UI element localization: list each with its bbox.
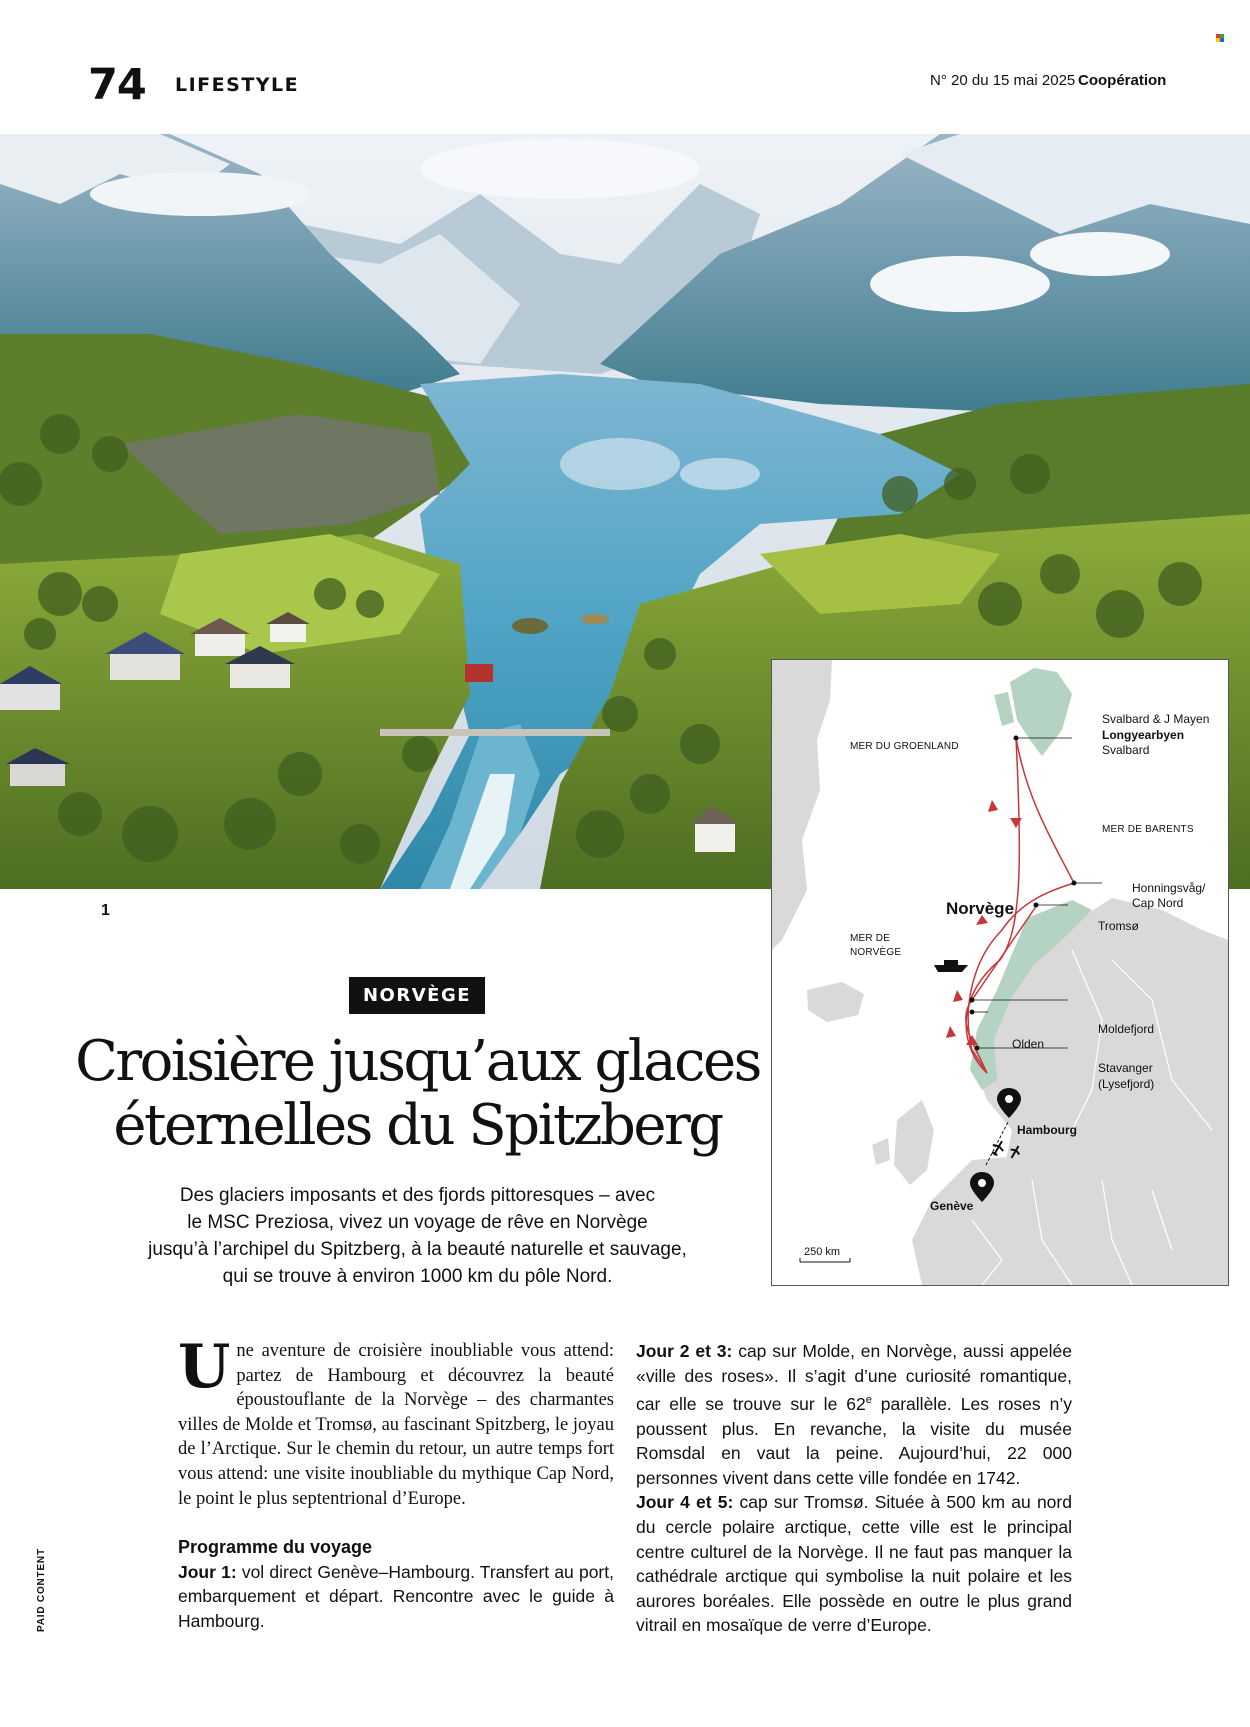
svalbard-land (1010, 668, 1072, 756)
article-tag: NORVÈGE (349, 977, 485, 1014)
scale-label: 250 km (804, 1246, 841, 1258)
lead-line-4: qui se trouve à environ 1000 km du pôle Nord. (222, 1266, 613, 1287)
day45-text: cap sur Tromsø. Située à 500 km au nord du cercle polaire arctique, cette ville est le principal centre culturel de la Norvège. Il ne faut pas manquer la cathédrale arctique qui symbolise la nuit polaire et les aurores boréales. Elle possède en outre le plus grand vitrail en mosaïque de verre d’Europe. (636, 1492, 1072, 1636)
article-column-left (178, 1332, 614, 1634)
place-tromso: Tromsø (1098, 919, 1139, 933)
sea-barents-label: MER DE BARENTS (1102, 824, 1194, 835)
intro-paragraph (178, 1332, 614, 1511)
headline-line-2: éternelles du Spitzberg (113, 1093, 722, 1158)
route-map-graphic (772, 660, 1228, 1285)
sea-norvege-label-2: NORVÈGE (850, 947, 902, 958)
headline-line-1: Croisière jusqu’aux glaces (75, 1029, 760, 1094)
greenland-land (772, 660, 832, 950)
article-headline (40, 1030, 795, 1158)
day1-label: Jour 1: (178, 1561, 237, 1582)
day23-label: Jour 2 et 3: (636, 1341, 733, 1361)
place-svalbard: Svalbard (1102, 743, 1150, 757)
place-stavanger-2: (Lysefjord) (1098, 1077, 1155, 1091)
svalbard-west-island (994, 692, 1014, 726)
country-norvege-label: Norvège (946, 899, 1015, 918)
article-column-right (636, 1339, 1072, 1638)
day23-sup: e (865, 1394, 872, 1407)
photo-number: 1 (101, 902, 110, 919)
place-moldefjord: Moldefjord (1098, 1022, 1155, 1036)
uk-land (894, 1100, 934, 1185)
drop-cap: U (178, 1332, 231, 1402)
lead-line-1: Des glaciers imposants et des fjords pittoresques – avec (179, 1185, 656, 1206)
day1-paragraph (178, 1560, 614, 1634)
corner-color-mark (1216, 34, 1224, 42)
lead-line-3: jusqu’à l’archipel du Spitzberg, à la beauté naturelle et sauvage, (148, 1239, 687, 1260)
program-title: Programme du voyage (178, 1537, 373, 1558)
place-olden: Olden (1012, 1037, 1045, 1051)
page-number: 74 (88, 60, 146, 110)
place-geneve: Genève (930, 1199, 974, 1213)
iceland-land (807, 982, 864, 1022)
place-stavanger-1: Stavanger (1098, 1061, 1153, 1075)
issue-info: N° 20 du 15 mai 2025 (930, 72, 1076, 89)
place-honningsvag-2: Cap Nord (1132, 896, 1184, 910)
sea-norvege-label-1: MER DE (850, 933, 891, 944)
intro-text: ne aventure de croisière inoubliable vous attend: partez de Hambourg et découvrez la beauté époustouflante de la Norvège – des charmantes villes de Molde et Tromsø, au fascinant Spitzberg, le joyau de l’Arctique. Sur le chemin du retour, un autre temps fort vous attend: une visite inoubliable du mythique Cap Nord, le point le plus septentrional d’Europe. (178, 1341, 614, 1509)
day23-paragraph (636, 1339, 1072, 1490)
sea-groenland-label: MER DU GROENLAND (850, 741, 959, 752)
place-longyearbyen: Longyearbyen (1102, 728, 1185, 742)
article-lead (110, 1182, 725, 1290)
ireland-land (872, 1138, 890, 1165)
paid-content-label: PAID CONTENT (36, 1548, 47, 1632)
section-name: LIFESTYLE (175, 74, 300, 96)
day1-text: vol direct Genève–Hambourg. Transfert au port, embarquement et départ. Rencontre avec le guide à Hambourg. (178, 1561, 614, 1631)
place-honningsvag-1: Honningsvåg/ (1132, 881, 1206, 895)
day45-label: Jour 4 et 5: (636, 1492, 734, 1513)
place-hambourg: Hambourg (1017, 1123, 1077, 1137)
day23-text-b: parallèle. Les roses n’y poussent plus. En revanche, la visite du musée Romsdal en vaut la peine. Aujourd’hui, 22 000 personnes vivent dans cette ville fondée en 1742. (636, 1394, 1072, 1488)
ship-icon (934, 960, 968, 972)
place-svalbard-jmayen: Svalbard & J Mayen (1102, 712, 1210, 726)
magazine-brand: Coopération (1078, 72, 1167, 89)
day23-text-a: cap sur Molde, en Norvège, aussi appelée «ville des roses». Il s’agit d’une curiosité romantique, car elle se trouve sur le 62 (636, 1341, 1072, 1415)
route-map (771, 659, 1229, 1286)
day45-paragraph (636, 1490, 1072, 1638)
lead-line-2: le MSC Preziosa, vivez un voyage de rêve en Norvège (187, 1212, 648, 1233)
